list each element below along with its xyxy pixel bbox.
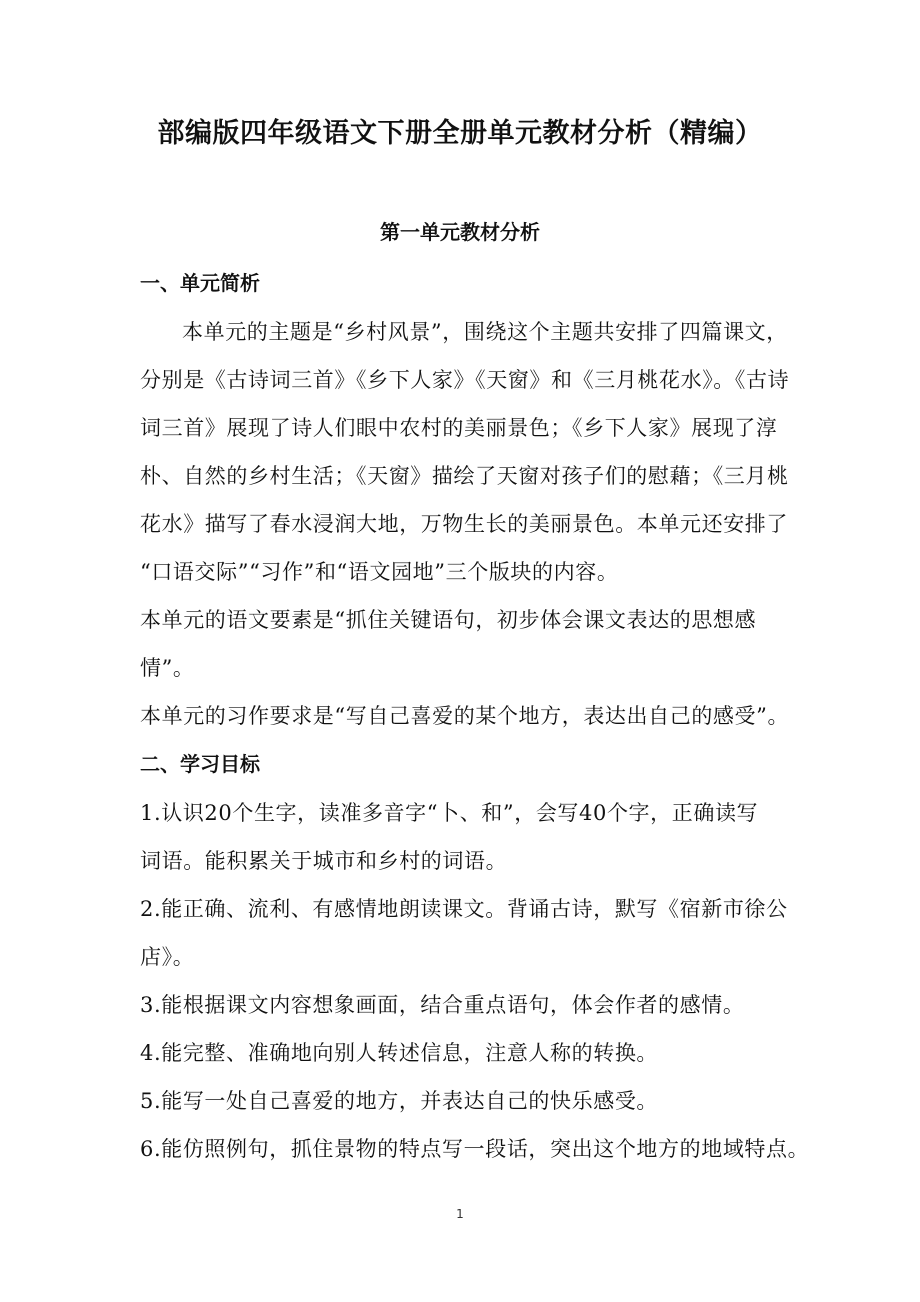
objective-line: 2.能正确、流利、有感情地朗读课文。背诵古诗，默写《宿新市徐公	[140, 897, 788, 921]
paragraph-line: 情”。	[140, 656, 195, 680]
document-title: 部编版四年级语文下册全册单元教材分析（精编）	[157, 118, 763, 149]
objective-line: 词语。能积累关于城市和乡村的词语。	[140, 849, 508, 873]
unit-title: 第一单元教材分析	[380, 220, 540, 244]
paragraph-line: 词三首》展现了诗人们眼中农村的美丽景色；《乡下人家》展现了淳	[140, 416, 778, 440]
section-heading-learning-objectives: 二、学习目标	[140, 752, 260, 776]
objective-line: 5.能写一处自己喜爱的地方，并表达自己的快乐感受。	[140, 1089, 659, 1113]
objective-line: 6.能仿照例句，抓住景物的特点写一段话，突出这个地方的地域特点。	[140, 1137, 810, 1161]
section-heading-unit-analysis: 一、单元简析	[140, 271, 260, 295]
paragraph-line: 本单元的语文要素是“抓住关键语句，初步体会课文表达的思想感	[140, 608, 757, 632]
paragraph-line: “口语交际”“习作”和“语文园地”三个版块的内容。	[140, 560, 619, 584]
objective-line: 3.能根据课文内容想象画面，结合重点语句，体会作者的感情。	[140, 993, 745, 1017]
objective-line: 店》。	[140, 945, 195, 969]
paragraph-line: 本单元的主题是“乡村风景”，围绕这个主题共安排了四篇课文，	[182, 320, 788, 344]
paragraph-line: 本单元的习作要求是“写自己喜爱的某个地方，表达出自己的感受”。	[140, 704, 790, 728]
paragraph-line: 分别是《古诗词三首》《乡下人家》《天窗》和《三月桃花水》。《古诗	[140, 368, 790, 392]
objective-line: 4.能完整、准确地向别人转述信息，注意人称的转换。	[140, 1041, 659, 1065]
paragraph-line: 朴、自然的乡村生活；《天窗》描绘了天窗对孩子们的慰藉；《三月桃	[140, 464, 789, 488]
paragraph-line: 花水》描写了春水浸润大地，万物生长的美丽景色。本单元还安排了	[140, 512, 788, 536]
page-number: 1	[456, 1207, 464, 1221]
objective-line: 1.认识20个生字，读准多音字“卜、和”，会写40个字，正确读写	[140, 801, 759, 825]
